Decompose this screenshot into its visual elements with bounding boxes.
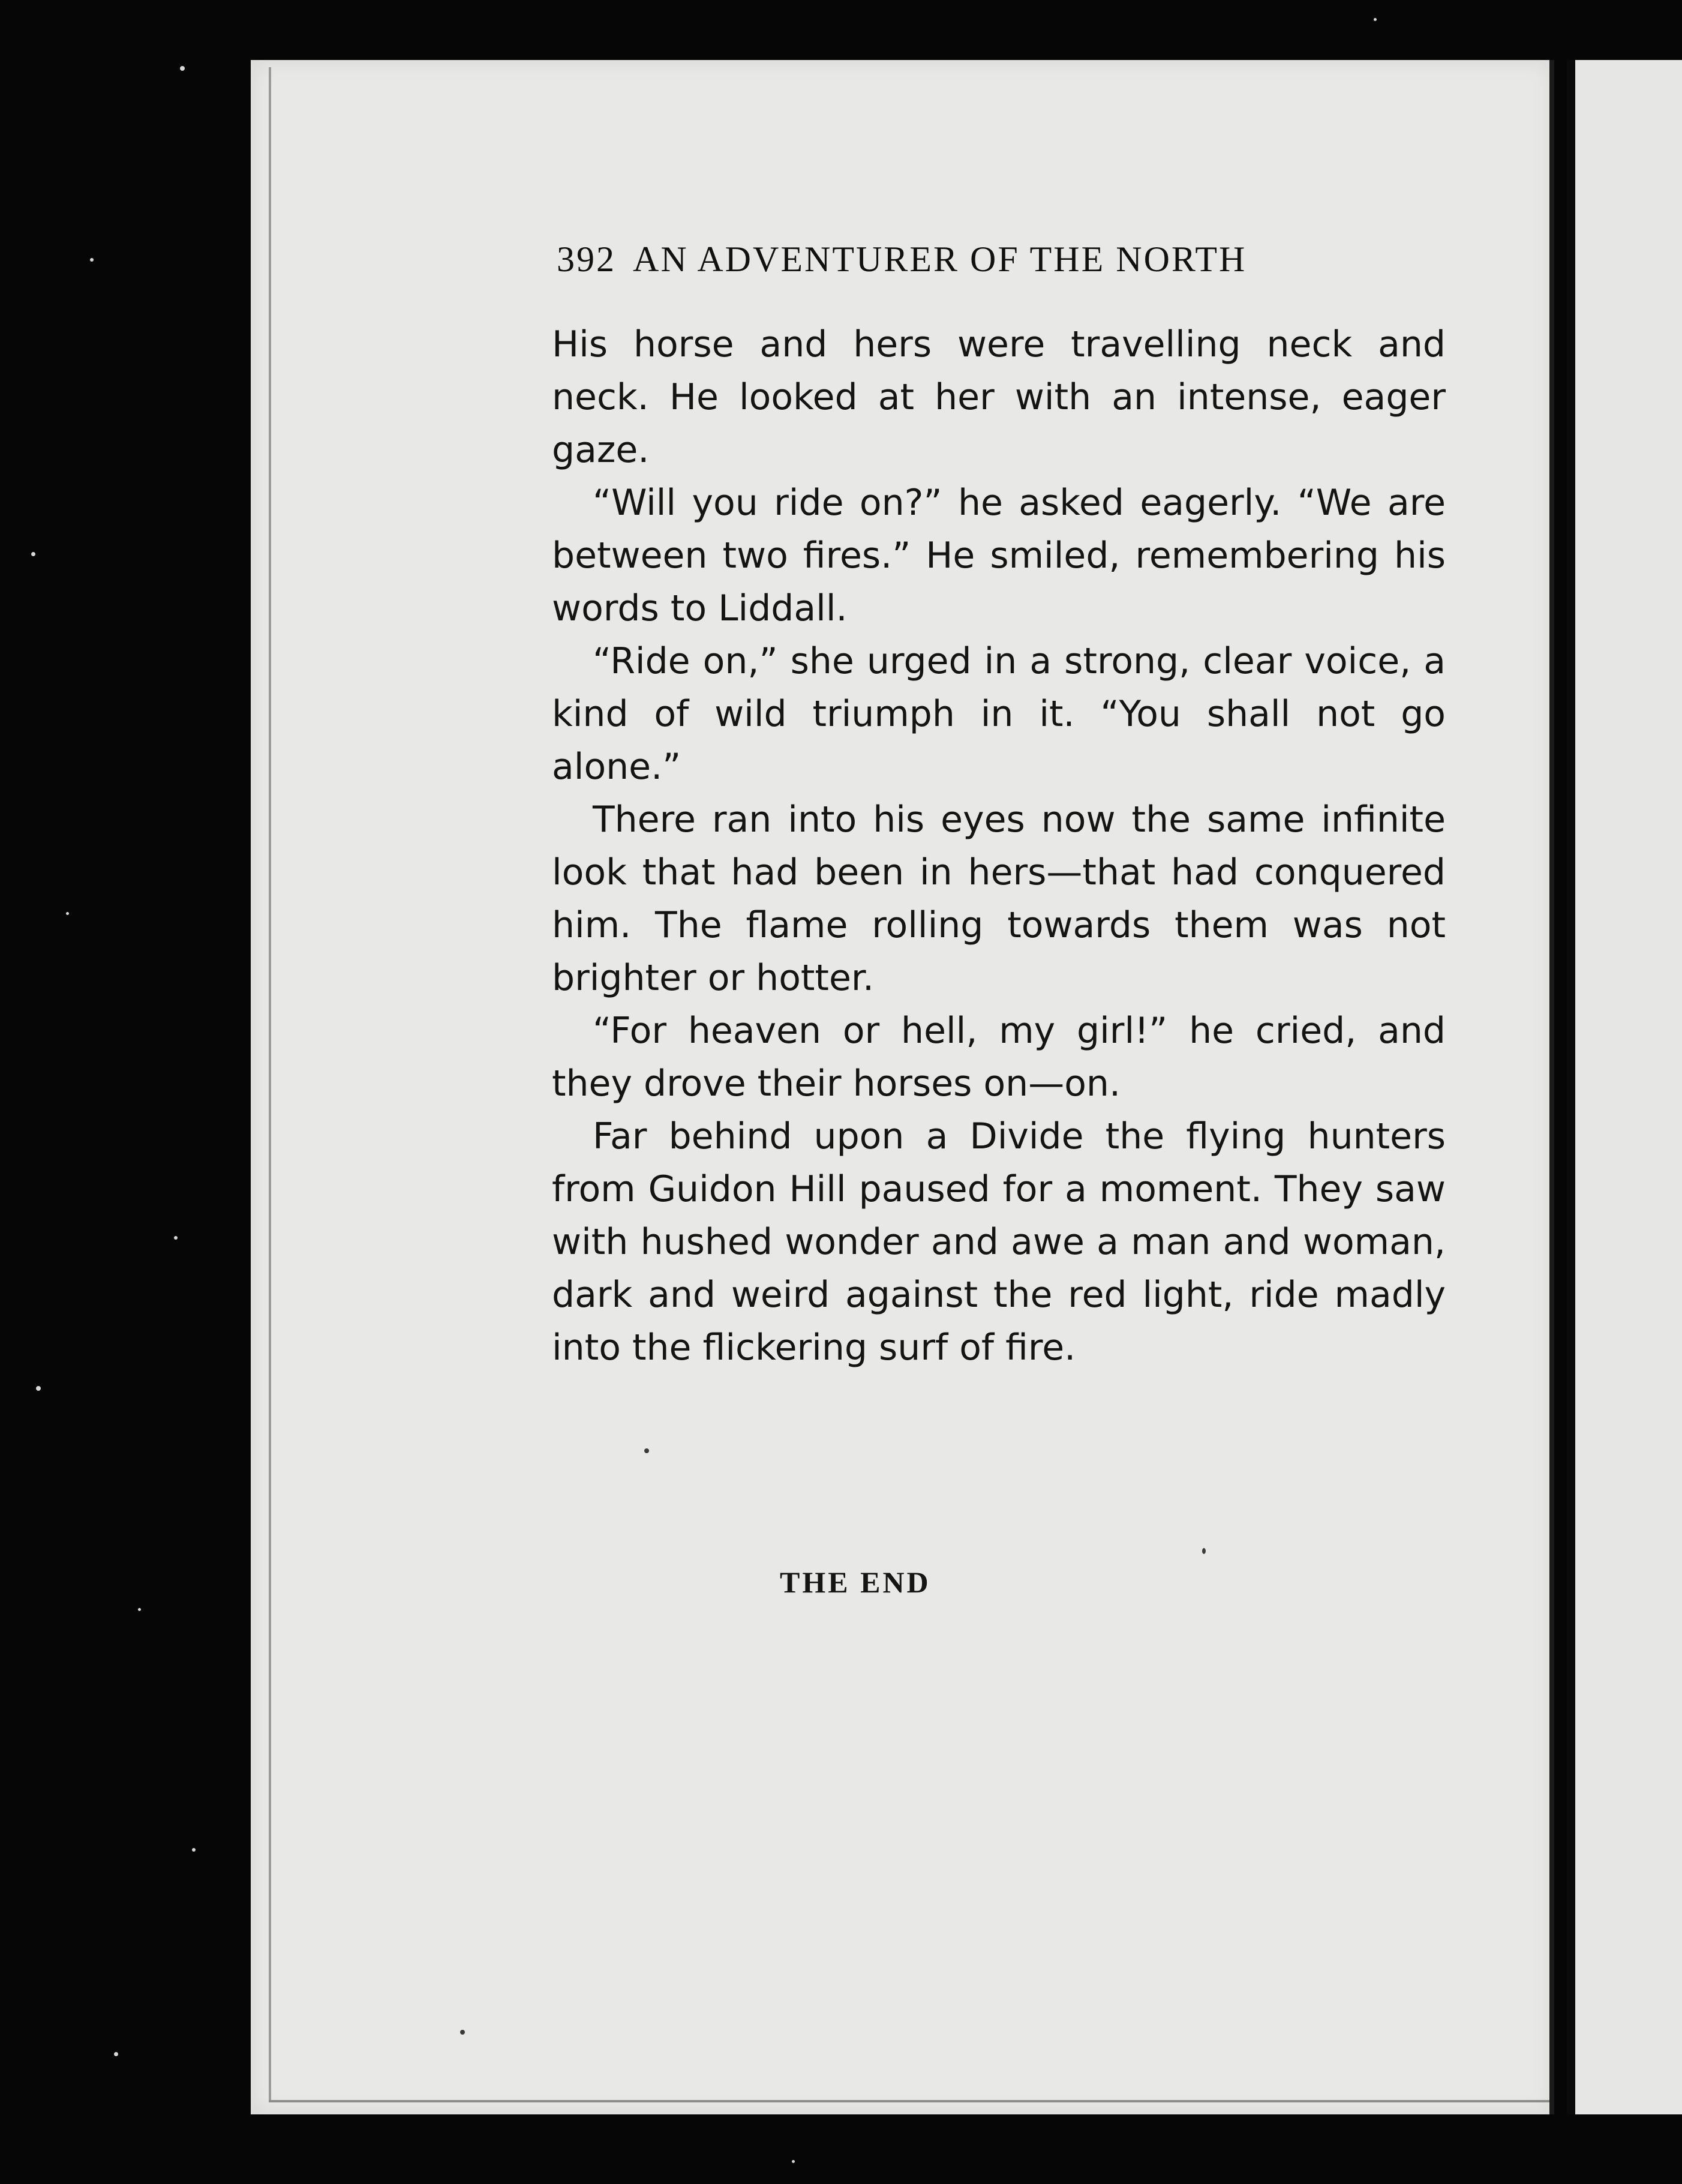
page-number: 392: [557, 239, 616, 279]
dust-speck: [36, 1386, 41, 1391]
page-bottom-edge: [269, 2100, 1552, 2102]
dust-speck: [792, 2160, 795, 2163]
running-title: AN ADVENTURER OF THE NORTH: [633, 239, 1247, 279]
dust-speck: [66, 912, 69, 915]
running-header: [557, 239, 1456, 280]
page-right-edge: [1549, 60, 1554, 2114]
the-end-label: THE END: [780, 1565, 931, 1599]
page-gutter-shadow: [1567, 60, 1575, 2114]
dust-speck: [114, 2052, 118, 2056]
paper-mark: [644, 1448, 649, 1453]
paper-mark: [460, 2030, 465, 2035]
dust-speck: [1374, 18, 1377, 21]
paragraph: “Will you ride on?” he asked eagerly. “We are between two fires.” He smiled, remembering his words to Liddall.: [552, 482, 1446, 629]
dust-speck: [192, 1848, 196, 1852]
paragraph: There ran into his eyes now the same infinite look that had been in hers—that had conquered him. The flame rolling towards them was not brighter or hotter.: [552, 799, 1446, 999]
paragraph: His horse and hers were travelling neck and neck. He looked at her with an intense, eager gaze.: [552, 323, 1446, 471]
paper-mark: [1202, 1548, 1206, 1554]
paragraph: “For heaven or hell, my girl!” he cried, and they drove their horses on—on.: [552, 1010, 1446, 1105]
adjacent-page-strip: [1575, 60, 1682, 2114]
dust-speck: [90, 258, 94, 262]
body-text: [552, 318, 1446, 1374]
paragraph: “Ride on,” she urged in a strong, clear voice, a kind of wild triumph in it. “You shall not go alone.”: [552, 640, 1446, 788]
dust-speck: [180, 66, 185, 71]
dust-speck: [31, 552, 35, 556]
dust-speck: [174, 1236, 178, 1240]
paragraph: Far behind upon a Divide the flying hunters from Guidon Hill paused for a moment. They saw with hushed wonder and awe a man and woman, dark and weird against the red light, ride madly into the flickering surf of fire.: [552, 1115, 1446, 1369]
page-left-edge: [269, 67, 271, 2101]
dust-speck: [138, 1608, 141, 1611]
